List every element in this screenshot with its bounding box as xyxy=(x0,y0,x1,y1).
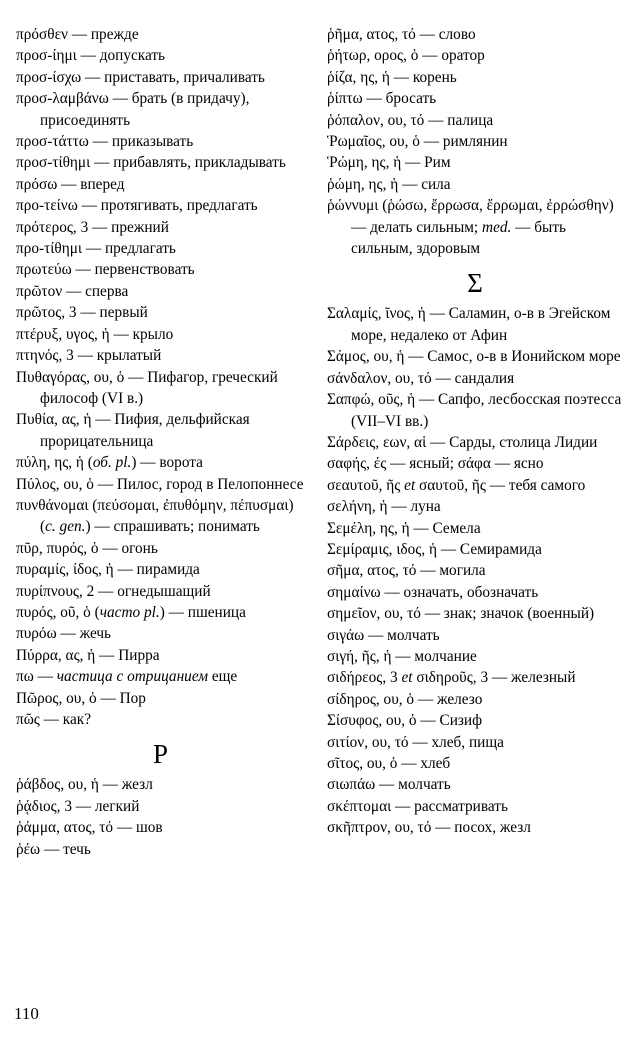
entry-text: Πυθαγόρας, ου, ὁ — Пифагор, греческий философ (VI в.) xyxy=(16,368,278,407)
entry-text: ) — спрашивать; понимать xyxy=(85,518,260,536)
entry-italic-text: часто pl. xyxy=(99,603,160,621)
entry-text: σῆμα, ατος, τό — могила xyxy=(327,562,486,580)
entry-text: προσ-ίσχω — приставать, причаливать xyxy=(16,68,265,86)
entry-text: Σεμέλη, ης, ἡ — Семела xyxy=(327,519,481,537)
dictionary-entry xyxy=(327,110,623,131)
dictionary-entry xyxy=(327,346,623,367)
dictionary-entry xyxy=(327,753,623,774)
dictionary-entry xyxy=(16,259,305,280)
entry-text: ῥέω — течь xyxy=(16,840,91,858)
dictionary-entry xyxy=(327,432,623,453)
dictionary-entry xyxy=(327,817,623,838)
dictionary-entry xyxy=(327,67,623,88)
entry-text: πρῶτον — сперва xyxy=(16,282,129,300)
dictionary-entry xyxy=(16,345,305,366)
dictionary-entry xyxy=(16,796,305,817)
right-column xyxy=(327,24,623,839)
dictionary-entry xyxy=(327,152,623,173)
dictionary-entry xyxy=(327,131,623,152)
entry-text: προ-τίθημι — предлагать xyxy=(16,240,176,258)
dictionary-entry xyxy=(16,645,305,666)
entry-text: ῥῆμα, ατος, τό — слово xyxy=(327,26,476,43)
entry-text: ῥώννυμι (ῥώσω, ἔρρωσα, ἔρρωμαι, ἐρρώσθην) — делать сильным; xyxy=(327,197,614,236)
entry-text: ῥήτωρ, ορος, ὁ — оратор xyxy=(327,47,485,65)
dictionary-entry xyxy=(327,710,623,731)
entry-text: Πύρρα, ας, ἡ — Пирра xyxy=(16,646,160,664)
dictionary-entry xyxy=(16,302,305,323)
dictionary-entry xyxy=(327,582,623,603)
entry-text: Σαλαμίς, ῖνος, ἡ — Саламин, о-в в Эгейском море, недалеко от Афин xyxy=(327,305,611,344)
dictionary-entry xyxy=(327,24,623,45)
dictionary-entry xyxy=(327,174,623,195)
entry-text: Σαπφώ, οῦς, ἡ — Сапфо, лесбосская поэтесса (VII–VI вв.) xyxy=(327,391,622,430)
dictionary-entry xyxy=(327,732,623,753)
entry-text: προ-τείνω — протягивать, предлагать xyxy=(16,197,258,215)
entry-text: προσ-τίθημι — прибавлять, прикладывать xyxy=(16,154,286,172)
dictionary-entry xyxy=(327,646,623,667)
entry-text: σιγή, ῆς, ἡ — молчание xyxy=(327,647,477,665)
entry-text: σημεῖον, ου, τό — знак; значок (военный) xyxy=(327,605,595,623)
entry-text: σεαυτοῦ, ῆς xyxy=(327,476,405,494)
left-column xyxy=(16,24,305,860)
dictionary-entry xyxy=(16,324,305,345)
entry-text: σκῆπτρον, ου, τό — посох, жезл xyxy=(327,819,531,837)
dictionary-entry xyxy=(16,174,305,195)
entry-text: σιδηροῦς, 3 — железный xyxy=(412,669,576,687)
entry-italic-text: et xyxy=(401,669,413,687)
entry-text: Σάρδεις, εων, αἱ — Сарды, столица Лидии xyxy=(327,433,598,451)
entry-text: σιγάω — молчать xyxy=(327,626,440,644)
entry-text: ῥάβδος, ου, ἡ — жезл xyxy=(16,776,153,794)
entry-text: πυρός, οῦ, ὁ ( xyxy=(16,603,100,621)
dictionary-entry xyxy=(16,45,305,66)
entry-text: πύλη, ης, ἡ ( xyxy=(16,454,93,472)
dictionary-entry xyxy=(16,152,305,173)
dictionary-entry xyxy=(16,474,305,495)
entry-italic-text: об. pl. xyxy=(92,454,132,472)
entry-text: ) — ворота xyxy=(131,454,203,472)
dictionary-entry xyxy=(327,496,623,517)
entry-text: πρωτεύω — первенствовать xyxy=(16,261,195,279)
entry-italic-text: c. gen. xyxy=(45,518,86,536)
dictionary-entry xyxy=(16,281,305,302)
entry-text: προσ-λαμβάνω — брать (в придачу), присоединять xyxy=(16,90,250,129)
entry-text: σκέπτομαι — рассматривать xyxy=(327,797,508,815)
dictionary-entry xyxy=(327,368,623,389)
entry-text: πυρίπνους, 2 — огнедышащий xyxy=(16,582,211,600)
entry-text: ῥίζα, ης, ἡ — корень xyxy=(327,68,457,86)
entry-text: ῥάμμα, ατος, τό — шов xyxy=(16,819,163,837)
dictionary-entry xyxy=(16,67,305,88)
entry-text: προσ-τάττω — приказывать xyxy=(16,133,194,151)
entry-text: πρότερος, 3 — прежний xyxy=(16,218,169,236)
dictionary-entry xyxy=(327,603,623,624)
entry-text: σελήνη, ἡ — луна xyxy=(327,498,441,516)
entry-text: σάνδαλον, ου, τό — сандалия xyxy=(327,369,515,387)
entry-text: πυραμίς, ίδος, ἡ — пирамида xyxy=(16,561,200,579)
dictionary-entry xyxy=(327,475,623,496)
dictionary-entry xyxy=(16,559,305,580)
entry-text: πτηνός, 3 — крылатый xyxy=(16,347,162,365)
entry-text: Ῥώμη, ης, ἡ — Рим xyxy=(327,154,451,172)
dictionary-entry xyxy=(16,623,305,644)
dictionary-entry xyxy=(16,195,305,216)
entry-text: σαυτοῦ, ῆς — тебя самого xyxy=(415,476,586,494)
entry-text: σημαίνω — означать, обозначать xyxy=(327,583,539,601)
dictionary-entry xyxy=(16,24,305,45)
dictionary-entry xyxy=(327,453,623,474)
entry-text: πτέρυξ, υγος, ἡ — крыло xyxy=(16,325,174,343)
dictionary-entry xyxy=(327,45,623,66)
dictionary-entry xyxy=(327,518,623,539)
dictionary-entry xyxy=(16,581,305,602)
entry-text: πυρόω — жечь xyxy=(16,625,112,643)
page-number: 110 xyxy=(14,1004,39,1023)
dictionary-entry xyxy=(327,625,623,646)
dictionary-entry xyxy=(327,560,623,581)
dictionary-entry xyxy=(16,709,305,730)
entry-text: ῥόπαλον, ου, τό — палица xyxy=(327,111,494,129)
entry-text: Σεμίραμις, ιδος, ἡ — Семирамида xyxy=(327,540,542,558)
dictionary-entry xyxy=(16,367,305,410)
dictionary-entry xyxy=(327,796,623,817)
entry-text: πῦρ, πυρός, ὁ — огонь xyxy=(16,539,158,557)
dictionary-entry xyxy=(16,409,305,452)
entry-text: πρῶτος, 3 — первый xyxy=(16,304,148,322)
dictionary-entry xyxy=(16,774,305,795)
dictionary-entry xyxy=(327,303,623,346)
entry-text: σῖτος, ου, ὁ — хлеб xyxy=(327,755,451,772)
dictionary-entry xyxy=(16,817,305,838)
entry-italic-text: et xyxy=(404,476,416,494)
entry-text: σαφής, ές — ясный; σάφα — ясно xyxy=(327,455,544,473)
entry-text: σίδηρος, ου, ὁ — железо xyxy=(327,690,483,708)
dictionary-entry xyxy=(327,389,623,432)
entry-text: σιτίον, ου, τό — хлеб, пища xyxy=(327,733,504,751)
dictionary-entry xyxy=(327,689,623,710)
entry-text: πρόσθεν — прежде xyxy=(16,26,139,43)
entry-text: πρόσω — вперед xyxy=(16,175,125,193)
entry-text: Πύλος, ου, ὁ — Пилос, город в Пелопоннесе xyxy=(16,475,304,493)
entry-text: Ῥωμαῖος, ου, ὁ — римлянин xyxy=(327,133,508,151)
dictionary-entry xyxy=(327,774,623,795)
letter-heading: Ρ xyxy=(152,739,169,770)
entry-text: πυνθάνομαι (πεύσομαι, ἐπυθόμην, πέπυσμαι) ( xyxy=(16,496,294,536)
entry-text: Πῶρος, ου, ὁ — Пор xyxy=(16,689,146,707)
dictionary-entry xyxy=(16,666,305,687)
letter-heading: Σ xyxy=(467,268,483,299)
dictionary-entry xyxy=(16,839,305,860)
entry-text: Πυθία, ας, ἡ — Пифия, дельфийская прорицательница xyxy=(16,411,250,450)
dictionary-entry xyxy=(327,667,623,688)
dictionary-entry xyxy=(327,88,623,109)
entry-italic-text: частица с отрицанием xyxy=(56,668,208,686)
dictionary-entry xyxy=(16,88,305,131)
dictionary-entry xyxy=(16,538,305,559)
dictionary-entry xyxy=(16,217,305,238)
entry-text: προσ-ίημι — допускать xyxy=(16,47,166,65)
dictionary-entry xyxy=(16,495,305,538)
entry-text: ῥίπτω — бросать xyxy=(327,90,437,108)
entry-text: σιωπάω — молчать xyxy=(327,776,451,794)
dictionary-entry xyxy=(16,131,305,152)
entry-text: ῥᾴδιος, 3 — легкий xyxy=(16,797,140,815)
dictionary-entry xyxy=(16,452,305,473)
entry-italic-text: med. xyxy=(482,218,512,236)
entry-text: πω — xyxy=(16,668,57,686)
entry-text: ῥώμη, ης, ἡ — сила xyxy=(327,175,451,193)
dictionary-entry xyxy=(16,688,305,709)
entry-text: πῶς — как? xyxy=(16,711,92,728)
dictionary-entry xyxy=(16,602,305,623)
entry-text: — быть сильным, здоровым xyxy=(351,218,566,258)
entry-text: σιδήρεος, 3 xyxy=(327,669,402,687)
entry-text: Σίσυφος, ου, ὁ — Сизиф xyxy=(327,712,483,730)
entry-text: ) — пшеница xyxy=(159,603,246,621)
entry-text: еще xyxy=(208,668,238,686)
dictionary-entry xyxy=(327,539,623,560)
dictionary-entry xyxy=(16,238,305,259)
entry-text: Σάμος, ου, ἡ — Самос, о-в в Ионийском море xyxy=(327,348,621,366)
dictionary-entry xyxy=(327,195,623,259)
